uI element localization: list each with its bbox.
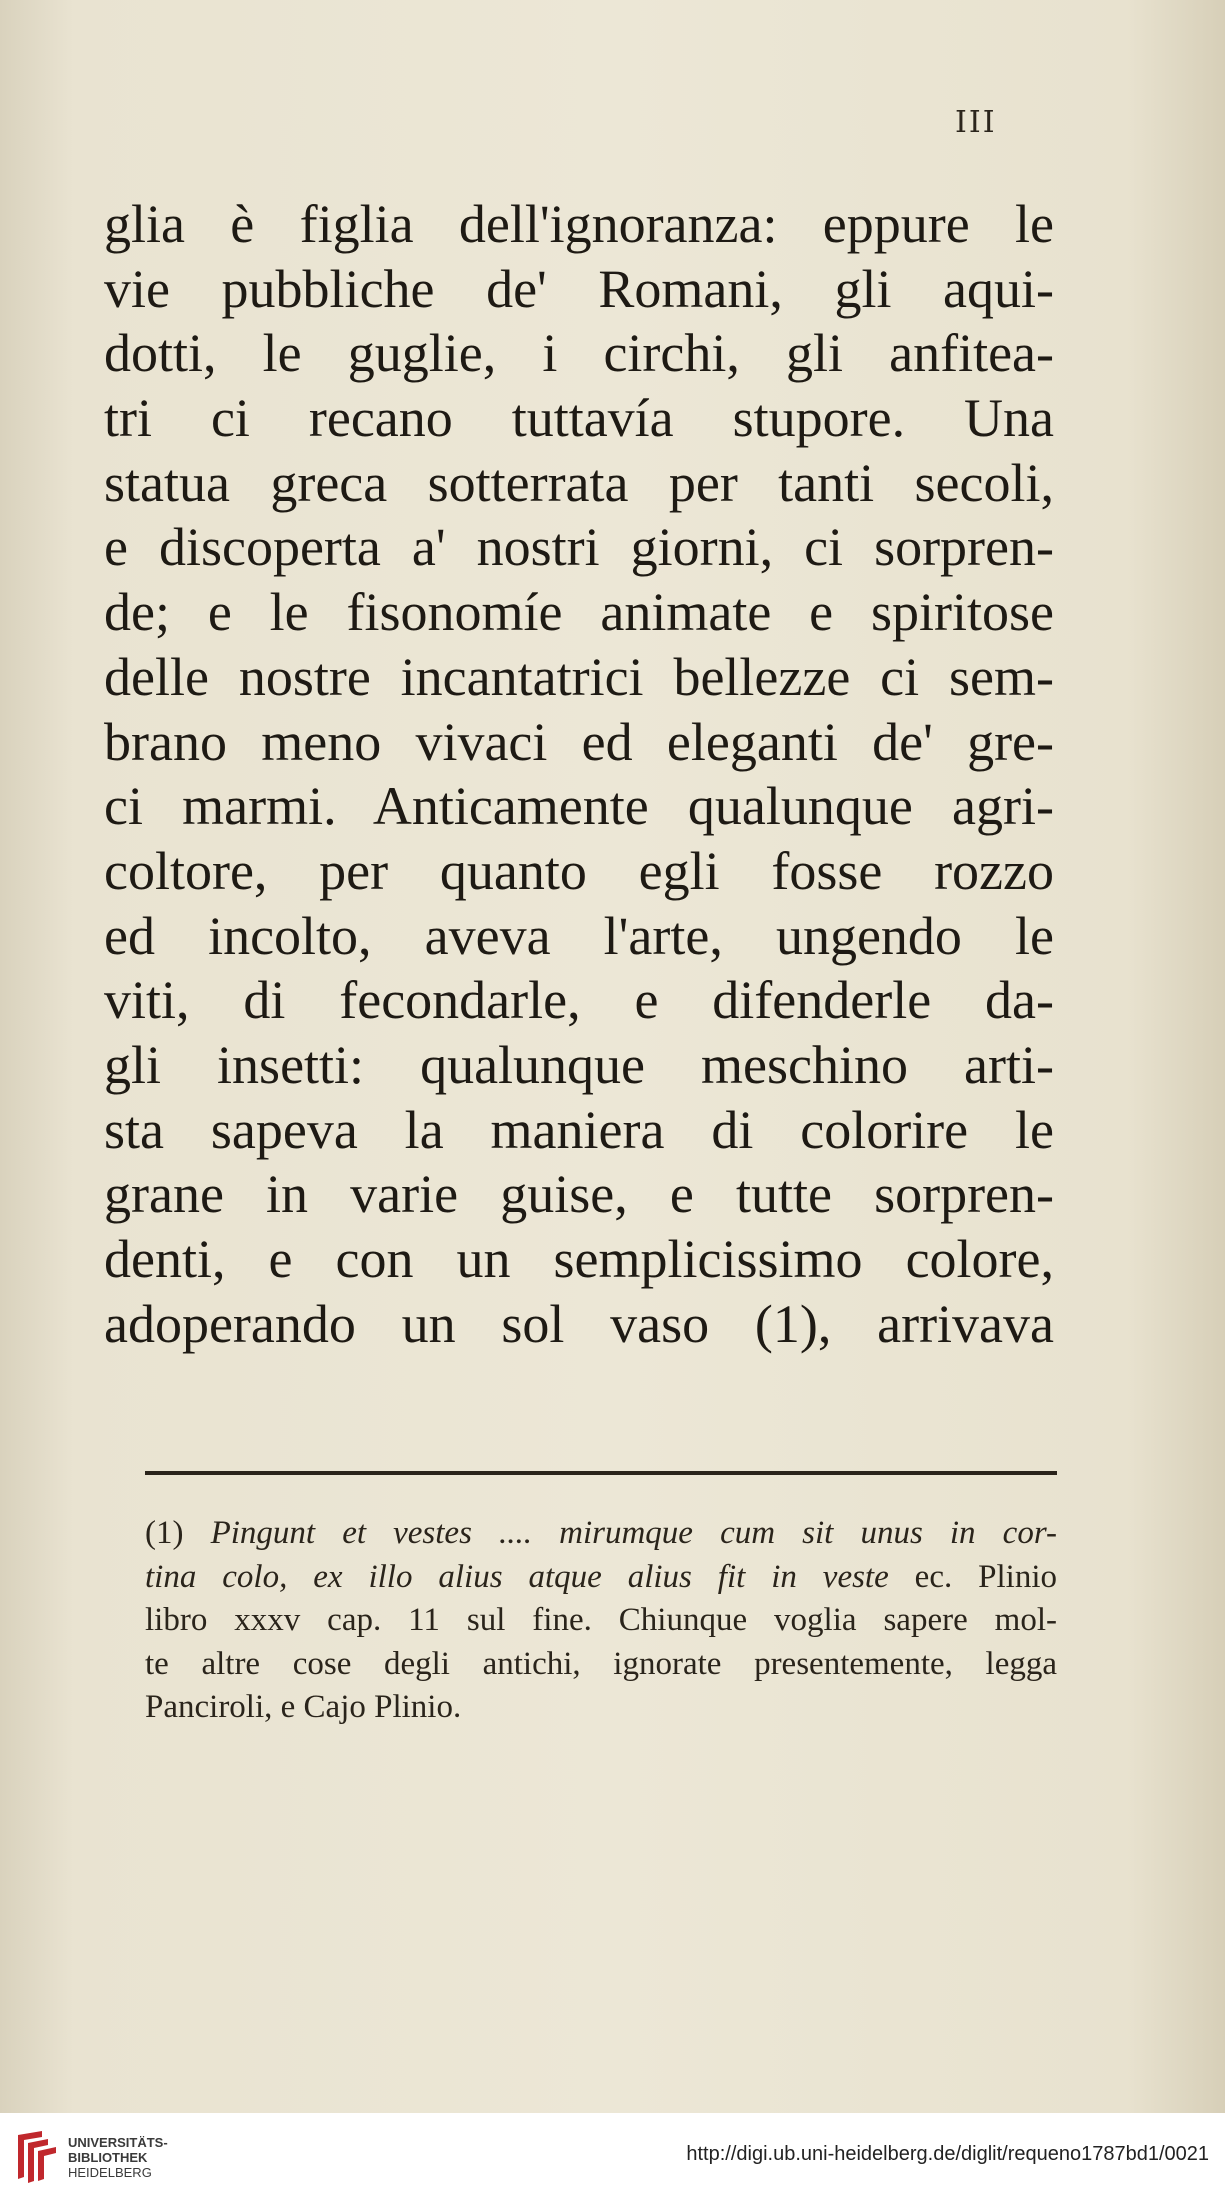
text-line: vie pubbliche de' Romani, gli aqui- xyxy=(104,258,1054,319)
text-line: delle nostre incantatrici bellezze ci sem- xyxy=(104,646,1054,707)
text-line: tri ci recano tuttavía stupore. Una xyxy=(104,388,1054,449)
viewer-footer xyxy=(0,2113,1225,2201)
permalink-url[interactable]: http://digi.ub.uni-heidelberg.de/diglit/requeno1787bd1/0021 xyxy=(686,2143,1209,2165)
footnote-line xyxy=(145,1556,1057,1600)
text-line: sta sapeva la maniera di colorire le xyxy=(104,1099,1054,1160)
text-line: statua greca sotterrata per tanti secoli, xyxy=(104,452,1054,513)
text-line: dotti, le guglie, i circhi, gli anfitea- xyxy=(104,323,1054,384)
text-line: glia è figlia dell'ignoranza: eppure le xyxy=(104,194,1054,254)
footnote-divider xyxy=(145,1471,1057,1475)
text-line: coltore, per quanto egli fosse rozzo xyxy=(104,840,1054,901)
text-line: de; e le fisonomíe animate e spiritose xyxy=(104,582,1054,643)
text-line: grane in varie guise, e tutte sorpren- xyxy=(104,1164,1054,1225)
body-text xyxy=(104,192,1054,1356)
text-line: ed incolto, aveva l'arte, ungendo le xyxy=(104,905,1054,966)
library-name-line: UNIVERSITÄTS- xyxy=(68,2135,168,2150)
footnote xyxy=(145,1512,1057,1730)
footnote-line: te altre cose degli antichi, ignorate presentemente, legga xyxy=(145,1645,1057,1682)
footnote-citation: ec. Plinio xyxy=(888,1558,1057,1595)
text-line: e discoperta a' nostri giorni, ci sorpren- xyxy=(104,517,1054,578)
page-number: III xyxy=(955,105,997,140)
footnote-line xyxy=(145,1512,1057,1556)
text-line: brano meno vivaci ed eleganti de' gre- xyxy=(104,711,1054,772)
footnote-marker: (1) xyxy=(145,1515,184,1551)
library-name-line: BIBLIOTHEK xyxy=(68,2150,148,2165)
text-line: denti, e con un semplicissimo colore, xyxy=(104,1229,1054,1289)
footnote-line: libro xxxv cap. 11 sul fine. Chiunque voglia sapere mol- xyxy=(145,1602,1057,1638)
library-name-line: HEIDELBERG xyxy=(68,2165,152,2180)
footnote-line: Panciroli, e Cajo Plinio. xyxy=(145,1689,462,1725)
text-line: viti, di fecondarle, e difenderle da- xyxy=(104,970,1054,1031)
footnote-quote: Pingunt et vestes .... mirumque cum sit unus in cor- xyxy=(210,1515,1057,1551)
footnote-quote: tina colo, ex illo alius atque alius fit in veste xyxy=(145,1558,889,1595)
university-library-logo-icon xyxy=(12,2127,60,2187)
library-name xyxy=(68,2135,168,2180)
text-line: gli insetti: qualunque meschino arti- xyxy=(104,1034,1054,1095)
text-line: adoperando un sol vaso (1), arrivava xyxy=(104,1293,1054,1354)
text-line: ci marmi. Anticamente qualunque agri- xyxy=(104,776,1054,837)
